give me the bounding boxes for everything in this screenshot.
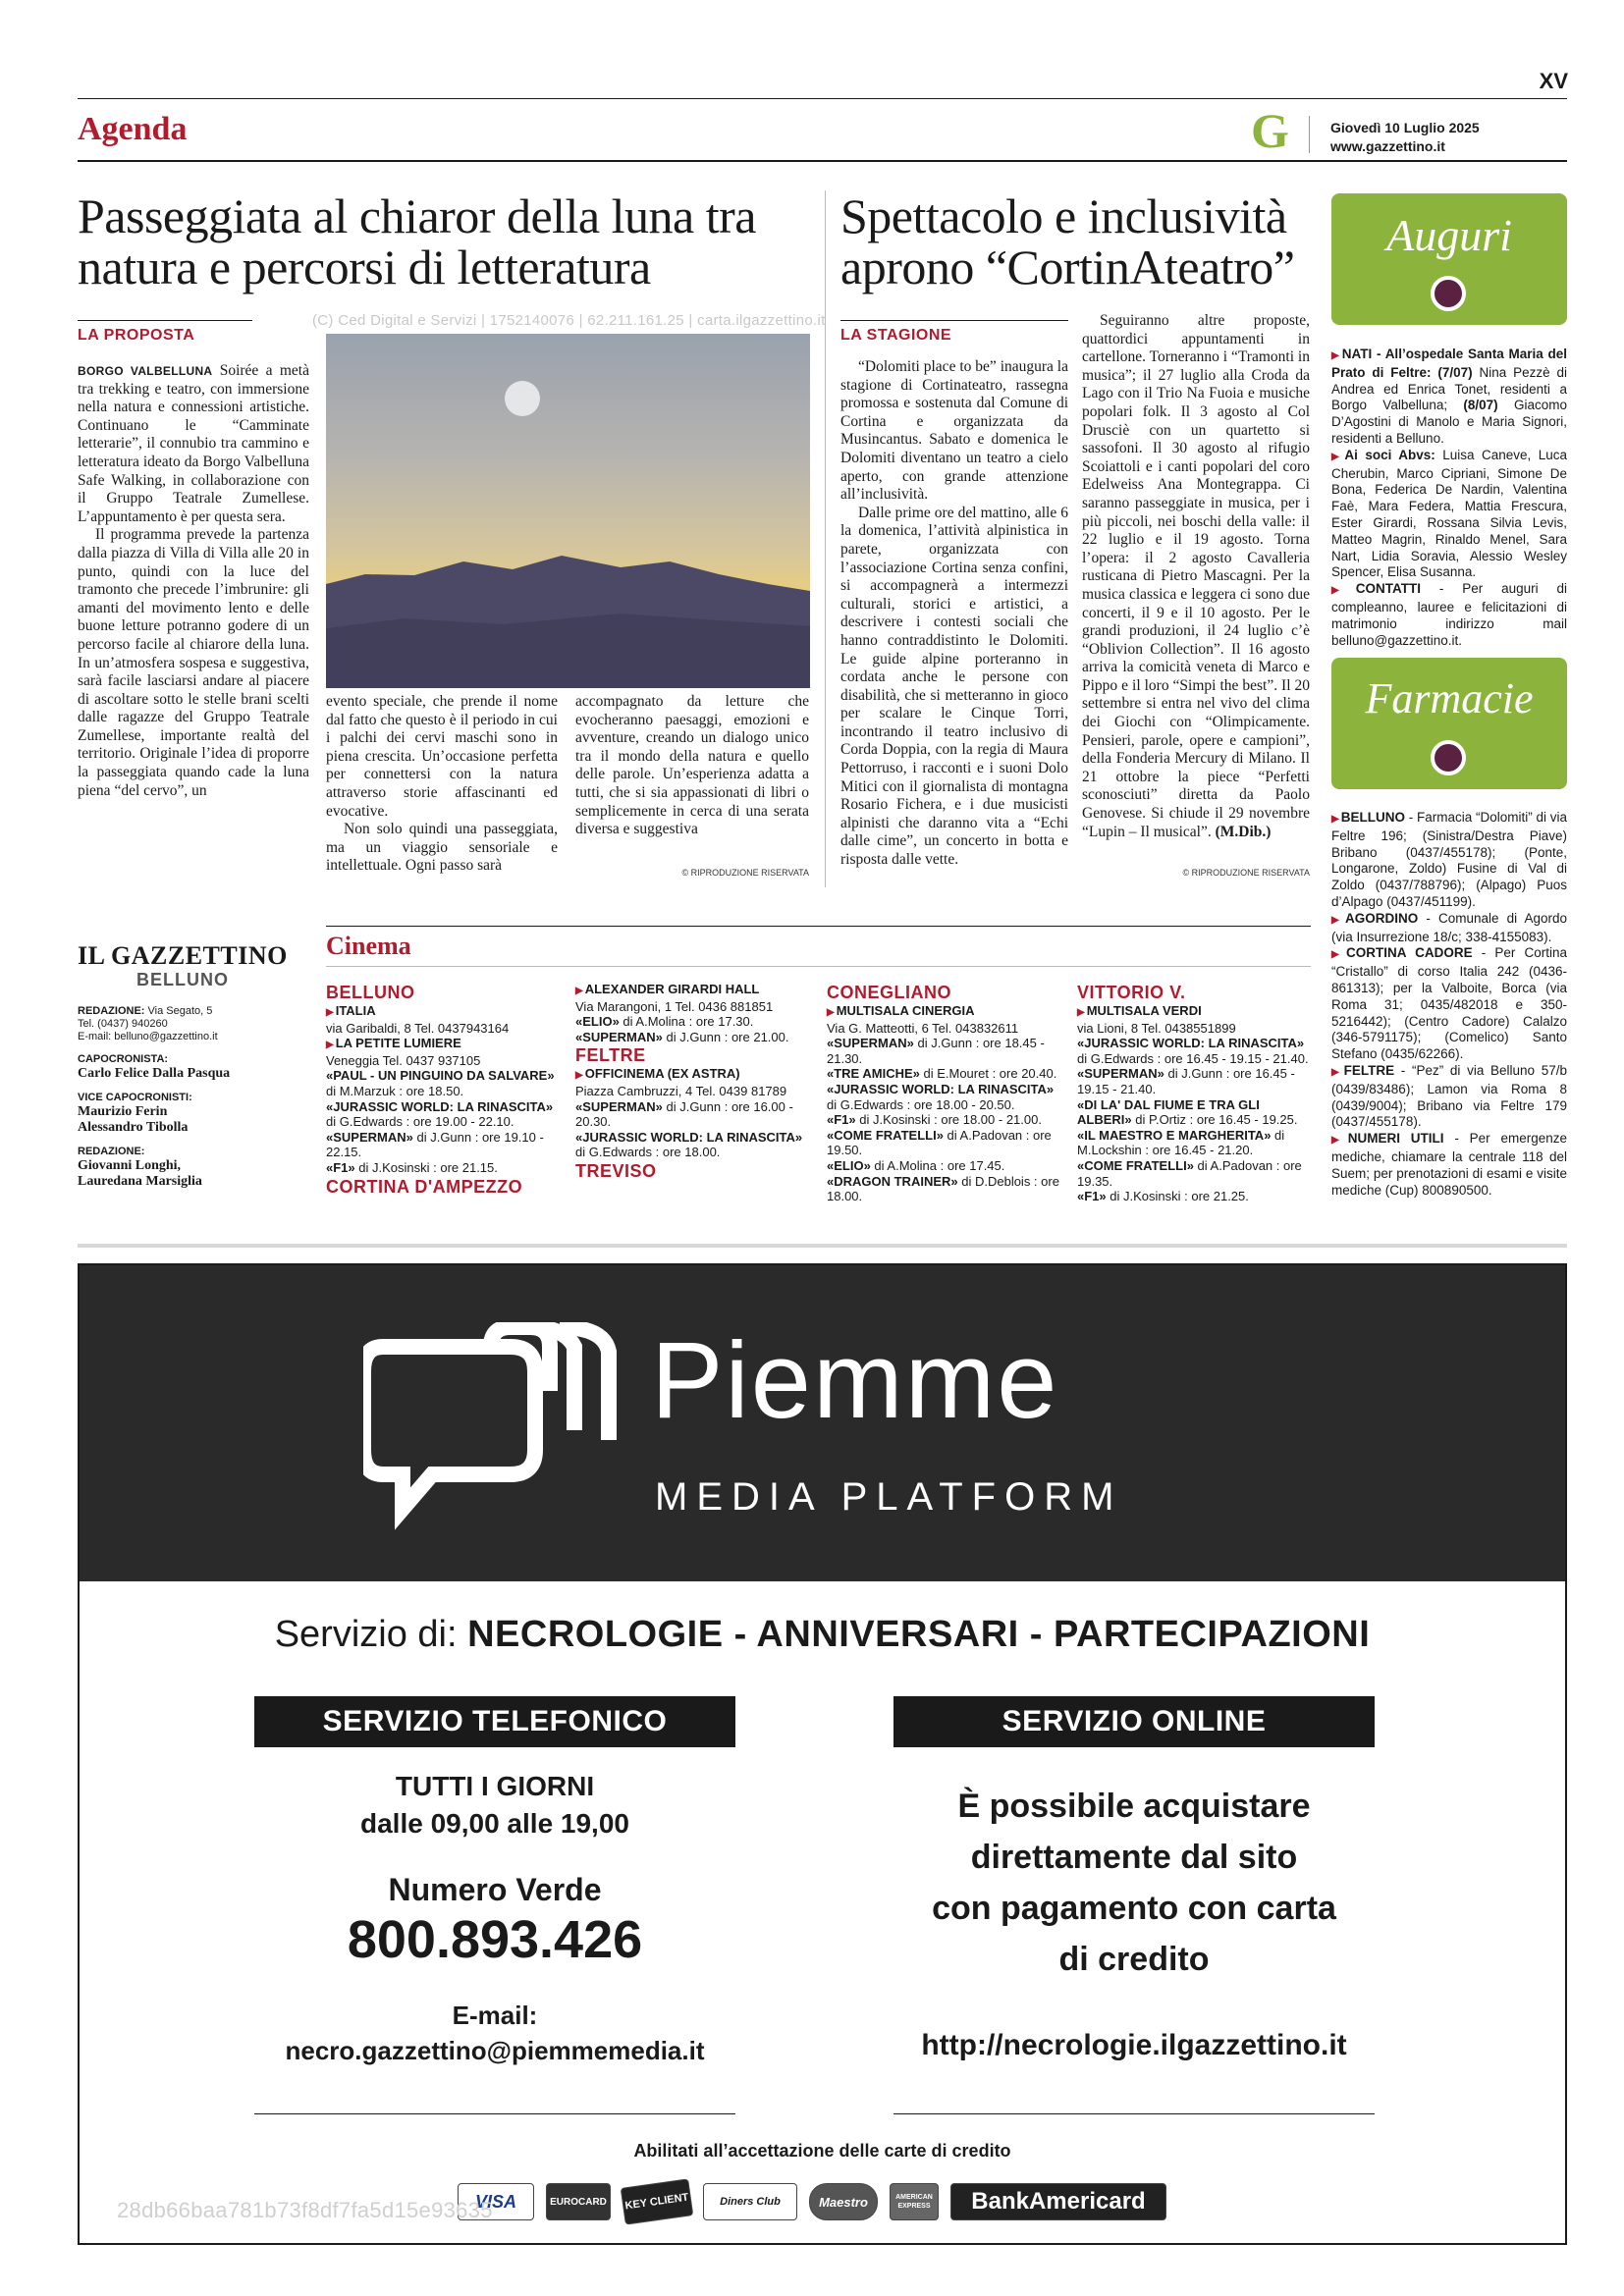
article2-headline: Spettacolo e inclusività aprono “CortinAteatro” — [840, 188, 1295, 294]
article-divider — [825, 190, 826, 887]
farmacie-badge — [1331, 658, 1567, 789]
farmacie-list — [1331, 810, 1567, 1199]
article2-col2 — [1082, 312, 1310, 841]
toll-free-number[interactable]: 800.893.426 — [347, 1910, 643, 1969]
farmacie-item-numeri: ▶ NUMERI UTILI - Per emergenze mediche, chiamare la centrale 118 del Suem; per prenotazioni di esami e visite mediche (Cup) 800890500. — [1331, 1131, 1567, 1199]
section-title: Agenda — [78, 111, 188, 147]
ad-separator — [78, 1244, 1567, 1248]
cinema-col-cortina-feltre: ▶ ALEXANDER GIRARDI HALL Via Marangoni, 1 Tel. 0436 881851 «ELIO» di A.Molina : ore 17.30. «SUPERMAN» di J.Gunn : ore 21.00. FELTRE ▶ OFFICINEMA (EX ASTRA) Piazza Cambruzzi, 4 Tel. 0439 81789 «SUPERMAN» di J.Gunn : ore 16.00 - 20.30. «JURASSIC WORLD: LA RINASCITA» di G.Edwards : ore 18.00. TREVISO — [575, 982, 811, 1182]
ad-service-line: Servizio di: NECROLOGIE - ANNIVERSARI - PARTECIPAZIONI — [274, 1614, 1371, 1655]
article1-dateline: BORGO VALBELLUNA — [78, 364, 213, 378]
ad-email[interactable]: necro.gazzettino@piemmemedia.it — [285, 2036, 705, 2065]
page-number: XV — [1539, 69, 1568, 93]
american-express-icon: AMERICAN EXPRESS — [890, 2183, 939, 2220]
farmacie-item-feltre: ▶ FELTRE - “Pez” di via Belluno 57/b (0439/83486); Lamon via Roma 8 (0439/9004); Bribano via Feltre 179 (0437/455178). — [1331, 1063, 1567, 1131]
eurocard-icon: EUROCARD — [546, 2183, 611, 2220]
page-date: Giovedì 10 Luglio 2025 — [1330, 120, 1480, 135]
article1-p4: Non solo quindi una passeggiata, ma un viaggio sensoriale e intellettuale. Ogni passo sarà — [326, 821, 558, 875]
auguri-item-nati: ▶ NATI - All’ospedale Santa Maria del Prato di Feltre: (7/07) Nina Pezzè di Andrea ed Enrica Tonet, residenti a Borgo Valbelluna; (8/07) Giacomo D’Agostini di Manolo e Maria Signori, residenti a Belluno. — [1331, 347, 1567, 448]
phone-underline — [254, 2113, 735, 2114]
article1-col3 — [575, 693, 809, 839]
article2-p3: Seguiranno altre proposte, quattordici appuntamenti in cartellone. Torneranno i “Tramonti in musica”; il 27 luglio alla Croda da Lago con il Trio Na Fuoia e musiche popolari folk. Il 3 agosto al Col Drusciè con un quartetto si sassofoni. Il 30 agosto al rifugio Scoiattoli e i canti popolari del coro Edelweiss Ana Montegrappa. Ci saranno passeggiate in musica, per i più piccoli, nei boschi della valle: il 22 luglio e il 19 agosto. Torna l’opera: il 2 agosto Cavalleria rusticana di Pietro Mascagni. Per la musica classica e leggera ci sono due concerti, il 9 e il 10 agosto. Per le grandi produzioni, il 24 luglio c’è “Oblivion Collection”. Il 16 agosto arriva la comicità veneta di Marco e Pippo e il loro “Simpi the best”. Il 20 settembre si entra nel vivo del clima dei Giochi con “Olimpicamente. Pensieri, parole, opere e campioni”, della Fonderia Mercury di Milano. Il 21 ottobre la piece “Perfetti sconosciuti” diretta da Paolo Genovese. Si chiude il 29 novembre “Lupin – Il musical”. — [1082, 312, 1310, 840]
piemme-logo-icon — [363, 1322, 619, 1548]
article1-p3: evento speciale, che prende il nome dal fatto che questo è il periodo in cui i palchi dei cervi maschi sono in piena crescita. Un’occasione perfetta per connettersi con la natura attraverso storie affascinanti ed evocative. — [326, 693, 558, 820]
article1-p5: accompagnato da letture che evocheranno paesaggi, emozioni e avventure, creando un dialogo unico tra il mondo della natura e quello delle parole. Un’esperienza adatta a tutti, che si sia appassionati di libri o semplicemente in cerca di una serata diversa e suggestiva — [575, 693, 809, 838]
auguri-badge — [1331, 193, 1567, 325]
farmacie-item-belluno: ▶ BELLUNO - Farmacia “Dolomiti” di via Feltre 196; (Sinistra/Destra Piave) Bribano (0437/455178); (Ponte, Longarone, Zoldo) Fusine di Val di Zoldo (0437/788796); (Alpago) Puos d’Alpago (0437/451199). — [1331, 810, 1567, 911]
auguri-list — [1331, 347, 1567, 649]
auguri-dot-icon — [1431, 276, 1466, 311]
farmacie-title: Farmacie — [1365, 674, 1534, 722]
phone-service-title: SERVIZIO TELEFONICO — [254, 1696, 735, 1747]
farmacie-item-agordino: ▶ AGORDINO - Comunale di Agordo (via Insurrezione 18/c; 338-4155083). — [1331, 911, 1567, 946]
online-underline — [893, 2113, 1375, 2114]
farmacie-item-cortina: ▶ CORTINA CADORE - Per Cortina “Cristallo” di corso Italia 242 (0436-861313); per la Valboite, Borca (via Roma 31; 0435/482018 e 350-5216442); (Centro Cadore) Calalzo (346-5791175); (Comelico) Santo Stefano (0435/62266). — [1331, 945, 1567, 1063]
section-rule — [78, 160, 1567, 162]
farmacie-dot-icon — [1431, 740, 1466, 775]
article1-col2 — [326, 693, 558, 876]
auguri-title: Auguri — [1386, 210, 1512, 260]
article1-lead: Soirée a metà tra trekking e teatro, con immersione nella natura e connessioni artistiche. Continuano le “Camminate letterarie”, il connubio tra cammino e letteratura ideato da Borgo Valbelluna Safe Walking, in collaborazione con il Gruppo Teatrale Zumellese. L’appuntamento è per questa sera. — [78, 362, 309, 525]
article1-kicker: LA PROPOSTA — [78, 327, 195, 344]
logo-divider — [1309, 116, 1310, 153]
article2-col1 — [840, 358, 1068, 870]
article2-p1: “Dolomiti place to be” inaugura la stagione di Cortinateatro, rassegna promossa e sostenuta dal Comune di Cortina e organizzata da Musincantus. Sabato e domenica le Dolomiti diventano un teatro a cielo aperto, con grande attenzione all’inclusività. — [840, 358, 1068, 504]
ad-brand: Piemme — [651, 1320, 1059, 1441]
cards-label: Abilitati all’accettazione delle carte di credito — [633, 2141, 1011, 2161]
moon-landscape-photo — [326, 334, 810, 688]
article1-copyright: © RIPRODUZIONE RISERVATA — [681, 868, 809, 878]
auguri-item-soci: ▶ Ai soci Abvs: Luisa Caneve, Luca Cherubin, Marco Cipriani, Simone De Bona, Federica De Nardin, Valentina Faè, Mara Federa, Mattia Frescura, Ester Girardi, Rossana Silvia Levis, Matteo Magrin, Rinaldo Menel, Sara Nart, Lidia Soravia, Alessio Wesley Spencer, Elisa Susanna. — [1331, 448, 1567, 581]
phone-service-details: TUTTI I GIORNI dalle 09,00 alle 19,00 Numero Verde 800.893.426 E-mail: necro.gazzettino@piemmemedia.it — [254, 1768, 735, 2068]
gazzettino-logo: G — [1251, 103, 1289, 158]
online-service-title: SERVIZIO ONLINE — [893, 1696, 1375, 1747]
diners-club-icon: Diners Club — [703, 2183, 797, 2220]
maestro-icon: Maestro — [809, 2183, 878, 2220]
footer-code: 28db66baa781b73f8df7fa5d15e93635 — [117, 2198, 493, 2222]
article2-copyright: © RIPRODUZIONE RISERVATA — [1182, 868, 1310, 878]
masthead-name: IL GAZZETTINO — [78, 941, 288, 970]
article1-col1 — [78, 362, 309, 800]
cinema-col-vittorio: VITTORIO V. ▶ MULTISALA VERDI via Lioni, 8 Tel. 0438551899 «JURASSIC WORLD: LA RINASCITA» di G.Edwards : ore 16.45 - 19.15 - 21.40. «SUPERMAN» di J.Gunn : ore 16.45 - 19.15 - 21.40. «DI LA' DAL FIUME E TRA GLI ALBERI» di P.Ortiz : ore 16.45 - 19.25. «IL MAESTRO E MARGHERITA» di M.Lockshin : ore 16.45 - 21.20. «COME FRATELLI» di A.Padovan : ore 19.35. «F1» di J.Kosinski : ore 21.25. — [1077, 982, 1313, 1204]
cinema-col-conegliano: CONEGLIANO ▶ MULTISALA CINERGIA Via G. Matteotti, 6 Tel. 043832611 «SUPERMAN» di J.Gunn : ore 18.45 - 21.30. «TRE AMICHE» di E.Mouret : ore 20.40. «JURASSIC WORLD: LA RINASCITA» di G.Edwards : ore 18.00 - 20.50. «F1» di J.Kosinski : ore 18.00 - 21.00. «COME FRATELLI» di A.Padovan : ore 19.50. «ELIO» di A.Molina : ore 17.45. «DRAGON TRAINER» di D.Deblois : ore 18.00. — [827, 982, 1062, 1204]
key-client-icon: KEY CLIENT — [621, 2178, 694, 2224]
website: www.gazzettino.it — [1330, 138, 1445, 154]
ad-tagline: MEDIA PLATFORM — [655, 1475, 1123, 1519]
online-url[interactable]: http://necrologie.ilgazzettino.it — [921, 2029, 1347, 2061]
bankamericard-icon: BankAmericard — [950, 2183, 1166, 2220]
piemme-ad — [78, 1263, 1567, 2245]
article1-p2: Il programma prevede la partenza dalla piazza di Villa di Villa alle 20 in punto, quindi con la luce del tramonto che precede l’imbrunire: gli amanti del movimento lento e delle buone letture potranno godere di un percorso facile al chiarore della luna. In un’atmosfera sospesa e suggestiva, sarà facile lasciarsi andare al piacere di ascoltare sotto le stelle brani scelti dalle ragazze del Gruppo Teatrale Zumellese, importante realtà del territorio. Originale l’idea di proporre la passeggiata quando cade la luna piena “del cervo”, un — [78, 526, 309, 799]
article2-signature: (M.Dib.) — [1215, 823, 1272, 840]
cinema-col-belluno: BELLUNO ▶ ITALIA via Garibaldi, 8 Tel. 0437943164 ▶ LA PETITE LUMIERE Veneggia Tel. 0437 937105 «PAUL - UN PINGUINO DA SALVARE» di M.Marzuk : ore 18.50. «JURASSIC WORLD: LA RINASCITA» di G.Edwards : ore 19.00 - 22.10. «SUPERMAN» di J.Gunn : ore 19.10 - 22.15. «F1» di J.Kosinski : ore 21.15. CORTINA D'AMPEZZO — [326, 982, 562, 1198]
auguri-item-contatti: ▶ CONTATTI - Per auguri di compleanno, lauree e felicitazioni di matrimonio indirizzo mail belluno@gazzettino.it. — [1331, 581, 1567, 649]
cinema-title: Cinema — [326, 932, 411, 960]
article2-kicker-rule — [840, 320, 1068, 321]
ad-banner — [80, 1265, 1565, 1581]
article1-headline: Passeggiata al chiaror della luna tra natura e percorsi di letteratura — [78, 188, 756, 294]
cinema-rule-2 — [326, 966, 1311, 967]
visa-card-icon: VISA — [458, 2183, 534, 2220]
article2-p2: Dalle prime ore del mattino, alle 6 la domenica, l’attività alpinistica in parete, organizzata con l’associazione Cortina senza confini, si accompagnerà a intermezzi culturali, storici e artistici, a descrivere i contesti sociali che hanno contraddistinto le Dolomiti. Le guide alpine porteranno in cordata anche le persone con disabilità, che si metteranno in gioco per scalare le Cinque Torri, incontrando il teatro inclusivo di Corda Doppia, con la regia di Maura Pettorruso, i racconti e i suoni Dolo Mitici con il giornalista di montagna Rosario Fichera, e i due musicisti alpinisti che daranno vita a “Echi dalle cime”, un concerto in botta e risposta dalle vette. — [840, 504, 1068, 869]
online-service-details: È possibile acquistare direttamente dal sito con pagamento con carta di credito http://necrologie.ilgazzettino.it — [893, 1781, 1375, 2065]
masthead — [78, 942, 313, 1190]
watermark: (C) Ced Digital e Servizi | 1752140076 | 62.211.161.25 | carta.ilgazzettino.it — [312, 312, 826, 329]
cinema-rule — [326, 926, 1311, 927]
masthead-edition: BELLUNO — [136, 970, 229, 989]
landscape-silhouette — [326, 334, 810, 688]
article2-kicker: LA STAGIONE — [840, 327, 952, 344]
redazione-block: REDAZIONE: Via Segato, 5 Tel. (0437) 940260 E-mail: belluno@gazzettino.it CAPOCRONISTA: Carlo Felice Dalla Pasqua VICE CAPOCRONISTI: Maurizio Ferin Alessandro Tibolla REDAZIONE: Giovanni Longhi, Lauredana Marsiglia — [78, 1005, 231, 1189]
article1-kicker-rule — [78, 320, 252, 321]
top-rule — [78, 98, 1567, 99]
